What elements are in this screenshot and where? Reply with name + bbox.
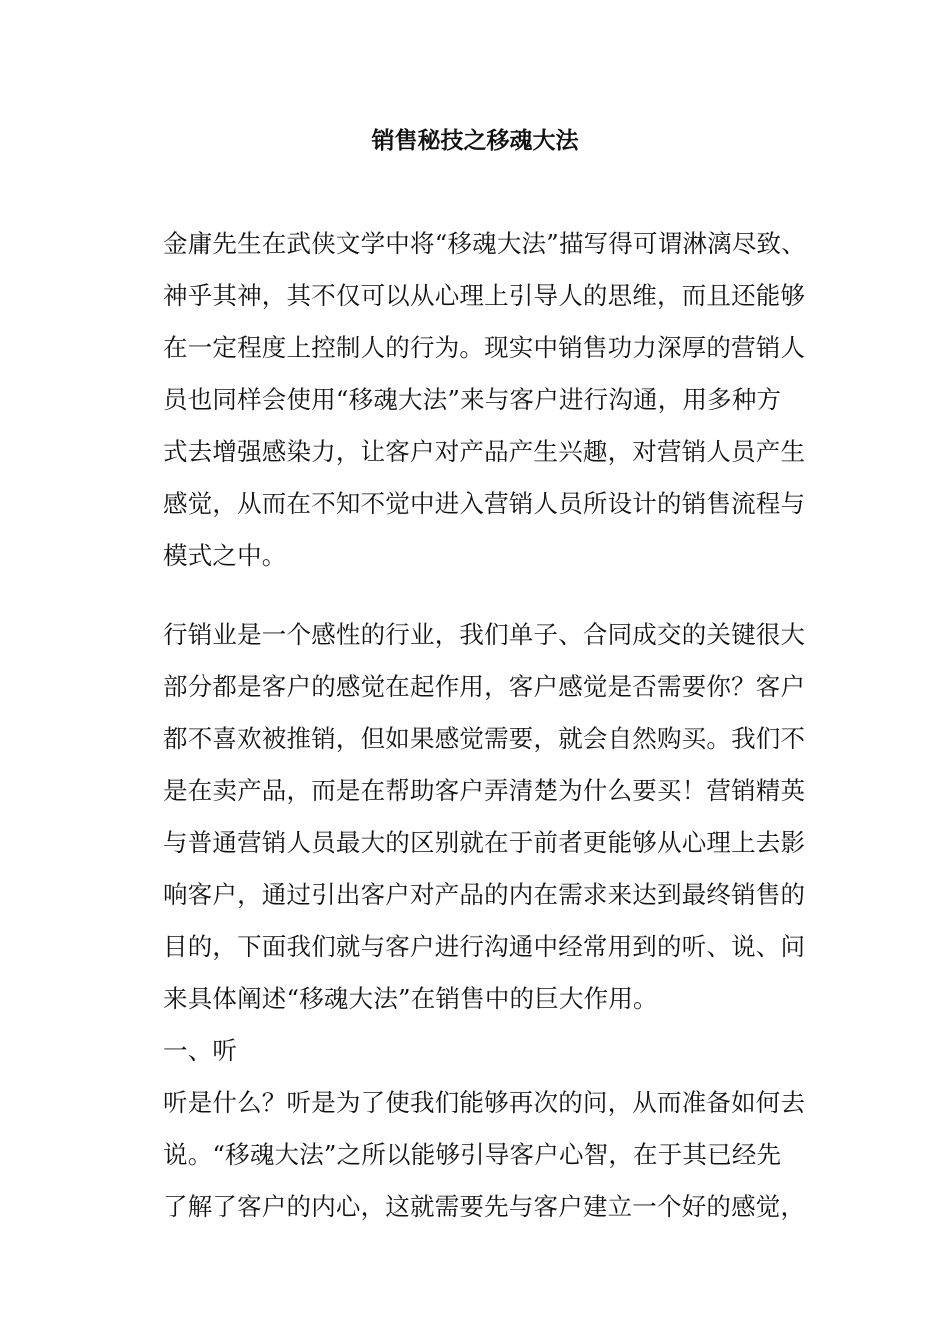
body-text-line: 与普通营销人员最大的区别就在于前者更能够从心理上去影 — [163, 828, 806, 857]
body-text-line: 在一定程度上控制人的行为。现实中销售功力深厚的营销人 — [163, 333, 806, 362]
body-text-line: 感觉，从而在不知不觉中进入营销人员所设计的销售流程与 — [163, 489, 806, 518]
body-text-line: 部分都是客户的感觉在起作用，客户感觉是否需要你？客户 — [163, 672, 806, 701]
body-text-line: 行销业是一个感性的行业，我们单子、合同成交的关键很大 — [163, 620, 806, 649]
body-text-line: 目的，下面我们就与客户进行沟通中经常用到的听、说、问 — [163, 932, 806, 961]
body-text-line: 听是什么？听是为了使我们能够再次的问，从而准备如何去 — [163, 1088, 806, 1117]
body-text-line: 式去增强感染力，让客户对产品产生兴趣，对营销人员产生 — [163, 437, 806, 466]
body-text-line: 响客户，通过引出客户对产品的内在需求来达到最终销售的 — [163, 880, 806, 909]
body-text-line: 员也同样会使用“移魂大法”来与客户进行沟通，用多种方 — [163, 385, 782, 414]
body-text-line: 了解了客户的内心，这就需要先与客户建立一个好的感觉， — [163, 1192, 806, 1221]
document-title: 销售秘技之移魂大法 — [371, 127, 579, 154]
body-text-line: 模式之中。 — [163, 541, 287, 570]
body-text-line: 说。“移魂大法”之所以能够引导客户心智，在于其已经先 — [163, 1140, 782, 1169]
body-text-line: 金庸先生在武侠文学中将“移魂大法”描写得可谓淋漓尽致、 — [163, 229, 806, 258]
section-heading: 一、听 — [163, 1036, 238, 1065]
body-text-line: 都不喜欢被推销，但如果感觉需要，就会自然购买。我们不 — [163, 724, 806, 753]
body-text-line: 是在卖产品，而是在帮助客户弄清楚为什么要买！营销精英 — [163, 776, 806, 805]
body-text-line: 神乎其神，其不仅可以从心理上引导人的思维，而且还能够 — [163, 281, 806, 310]
body-text-line: 来具体阐述“移魂大法”在销售中的巨大作用。 — [163, 984, 658, 1013]
